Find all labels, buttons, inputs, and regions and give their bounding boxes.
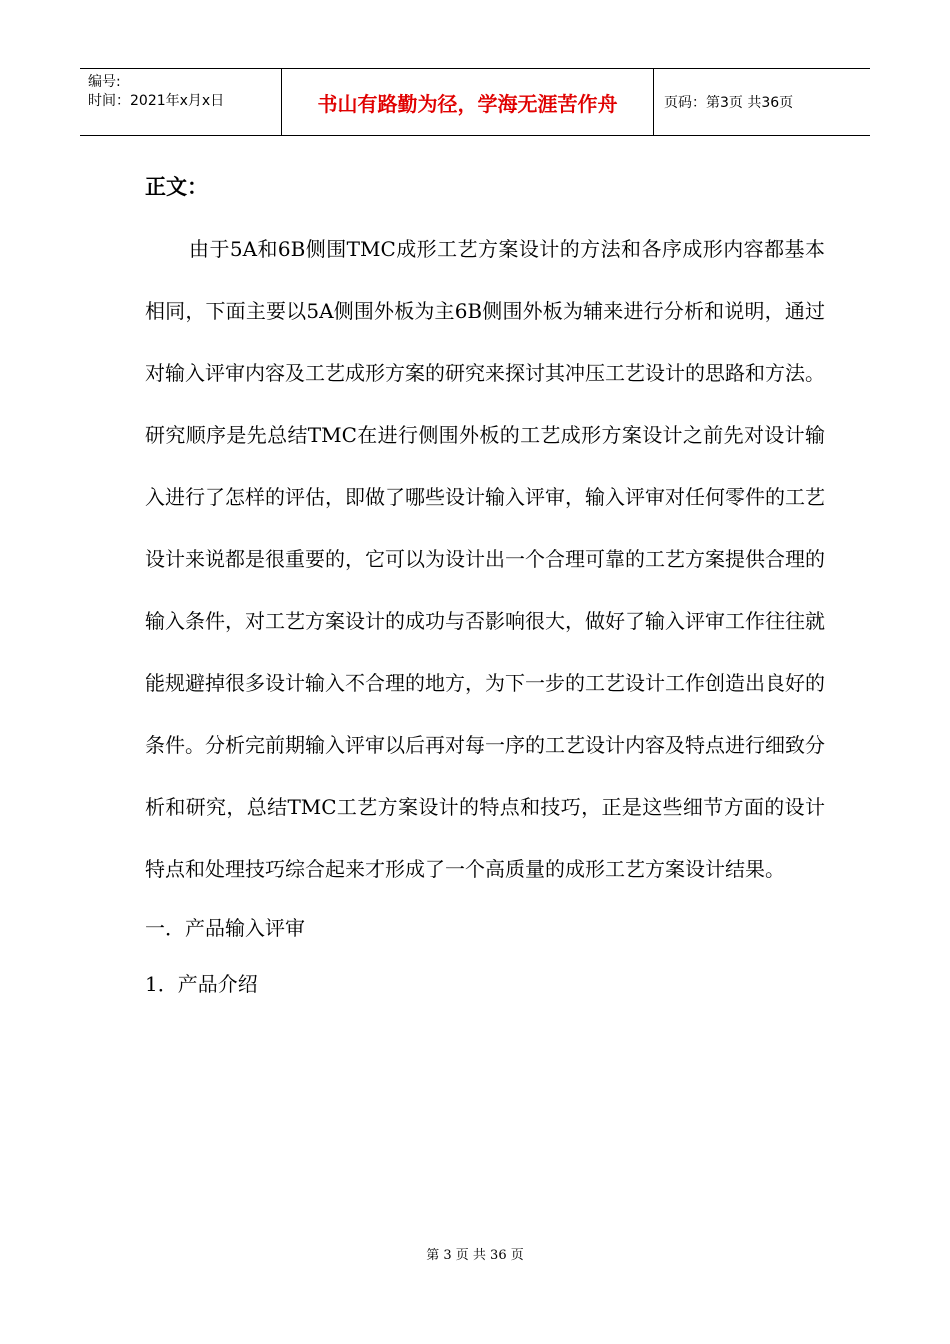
footer-page-number: 第 3 页 共 36 页 bbox=[426, 1248, 524, 1263]
body-heading: 正文： bbox=[145, 175, 208, 199]
document-date: 时间：2021年x月x日 bbox=[88, 93, 225, 109]
section-heading: 一．产品输入评审 bbox=[145, 916, 305, 940]
header-info-cell bbox=[80, 69, 282, 135]
document-number: 编号: bbox=[88, 74, 121, 90]
header-motto: 书山有路勤为径，学海无涯苦作舟 bbox=[317, 91, 618, 116]
header-page-code: 页码：第3页 共36页 bbox=[664, 95, 794, 111]
document-body bbox=[145, 156, 825, 1012]
page-footer bbox=[0, 1244, 950, 1263]
header-page-cell bbox=[654, 69, 870, 135]
subsection-heading: 1．产品介绍 bbox=[145, 972, 258, 996]
body-paragraph: 由于5A和6B侧围TMC成形工艺方案设计的方法和各序成形内容都基本相同，下面主要以5A侧围外板为主6B侧围外板为辅来进行分析和说明，通过对输入评审内容及工艺成形方案的研究来探讨其冲压工艺设计的思路和方法。研究顺序是先总结TMC在进行侧围外板的工艺成形方案设计之前先对设计输入进行了怎样的评估，即做了哪些设计输入评审，输入评审对任何零件的工艺设计来说都是很重要的，它可以为设计出一个合理可靠的工艺方案提供合理的输入条件，对工艺方案设计的成功与否影响很大，做好了输入评审工作往往就能规避掉很多设计输入不合理的地方，为下一步的工艺设计工作创造出良好的条件。分析完前期输入评审以后再对每一序的工艺设计内容及特点进行细致分析和研究，总结TMC工艺方案设计的特点和技巧，正是这些细节方面的设计特点和处理技巧综合起来才形成了一个高质量的成形工艺方案设计结果。 bbox=[145, 237, 825, 881]
page-header bbox=[80, 68, 870, 136]
header-motto-cell bbox=[282, 69, 654, 135]
